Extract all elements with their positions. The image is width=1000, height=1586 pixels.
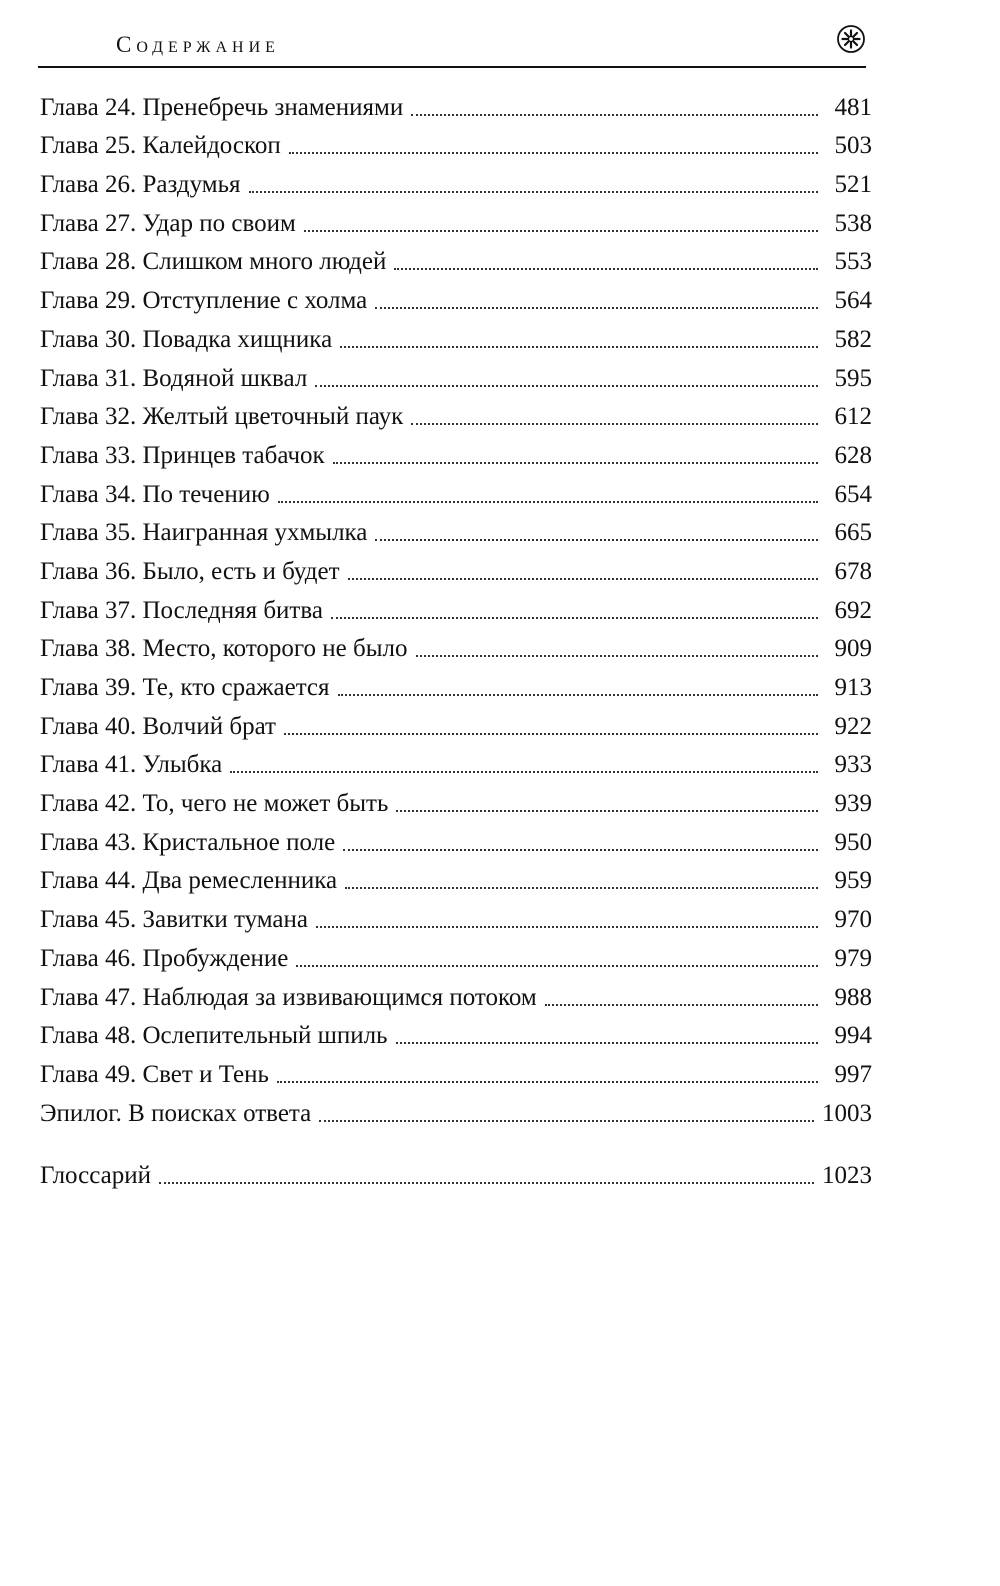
- toc-entry-page-number: 628: [834, 441, 872, 469]
- dot-leader: [249, 191, 818, 193]
- toc-entry-page-number: 970: [834, 906, 872, 934]
- toc-entry-page-number: 665: [834, 519, 872, 547]
- dot-leader: [331, 617, 818, 619]
- dot-leader: [333, 462, 818, 464]
- toc-entry-page-number: 959: [834, 867, 872, 895]
- ornament-icon: [836, 24, 866, 54]
- toc-entry-page-number: 654: [834, 480, 872, 508]
- toc-entry-title: Глава 24. Пренебречь знамениями: [40, 93, 404, 121]
- toc-entry-title: Глава 33. Принцев табачок: [40, 441, 325, 469]
- toc-entry-page-number: 1023: [822, 1162, 872, 1190]
- dot-leader: [284, 733, 818, 735]
- dot-leader: [375, 307, 818, 309]
- dot-leader: [343, 849, 818, 851]
- toc-entry: [40, 1153, 872, 1192]
- dot-leader: [278, 501, 818, 503]
- toc-entry: [40, 858, 872, 897]
- toc-entry-title: Глава 45. Завитки тумана: [40, 906, 308, 934]
- toc-entry: [40, 355, 872, 394]
- toc-entry: [40, 84, 872, 123]
- toc-entry: [40, 432, 872, 471]
- toc-entry-page-number: 582: [834, 325, 872, 353]
- toc-entry-title: Глава 39. Те, кто сражается: [40, 674, 330, 701]
- dot-leader: [345, 887, 818, 889]
- toc-entry-page-number: 933: [834, 751, 872, 779]
- toc-entry: [40, 277, 872, 316]
- toc-entry-title: Глава 48. Ослепительный шпиль: [40, 1022, 388, 1050]
- toc-entry-title: Глава 35. Наигранная ухмылка: [40, 519, 368, 547]
- toc-entry-title: Глава 38. Место, которого не было: [40, 635, 408, 663]
- page-title: Содержание: [116, 32, 280, 57]
- toc-entry: [40, 780, 872, 819]
- toc-entry: [40, 239, 872, 278]
- dot-leader: [416, 655, 818, 657]
- dot-leader: [315, 385, 818, 387]
- toc-entry-title: Глава 40. Волчий брат: [40, 712, 276, 740]
- dot-leader: [348, 578, 818, 580]
- toc-entry-page-number: 678: [834, 557, 872, 585]
- toc-entry: [40, 587, 872, 626]
- dot-leader: [394, 268, 818, 270]
- toc-entry: [40, 394, 872, 433]
- toc-entry-title: Глава 36. Было, есть и будет: [40, 557, 340, 585]
- toc-entry: [40, 896, 872, 935]
- toc-entry-page-number: 503: [834, 132, 872, 160]
- toc-entry: [40, 664, 872, 703]
- toc-entry-title: Эпилог. В поисках ответа: [40, 1099, 312, 1127]
- toc-entry: [40, 626, 872, 665]
- toc-entry-page-number: 553: [834, 248, 872, 276]
- toc-entry: [40, 471, 872, 510]
- dot-leader: [230, 771, 818, 773]
- toc-entry-page-number: 997: [834, 1060, 872, 1088]
- dot-leader: [545, 1004, 818, 1006]
- toc-entry-page-number: 913: [834, 674, 872, 701]
- toc-entry-title: Глава 29. Отступление с холма: [40, 287, 368, 315]
- toc-entry: [40, 742, 872, 781]
- toc-entry-title: Глава 27. Удар по своим: [40, 209, 296, 237]
- toc-entry-title: Глава 47. Наблюдая за извивающимся потоком: [40, 983, 537, 1011]
- toc-entry-title: Глава 31. Водяной шквал: [40, 364, 308, 392]
- running-header: [38, 20, 866, 68]
- toc-entry: [40, 974, 872, 1013]
- dot-leader: [375, 539, 818, 541]
- toc-entry-page-number: 909: [834, 635, 872, 663]
- table-of-contents: [40, 84, 872, 1191]
- dot-leader: [338, 694, 818, 696]
- toc-entry: [40, 935, 872, 974]
- toc-entry-title: Глава 25. Калейдоскоп: [40, 132, 281, 160]
- toc-entry-page-number: 612: [834, 403, 872, 431]
- dot-leader: [319, 1120, 814, 1122]
- toc-entry-title: Глава 46. Пробуждение: [40, 944, 289, 972]
- dot-leader: [296, 965, 818, 967]
- toc-entry: [40, 703, 872, 742]
- toc-entry-title: Глава 34. По течению: [40, 480, 270, 508]
- dot-leader: [396, 1042, 818, 1044]
- dot-leader: [316, 926, 818, 928]
- toc-entry-title: Глава 26. Раздумья: [40, 171, 241, 199]
- toc-entry-page-number: 950: [834, 828, 872, 856]
- toc-entry-page-number: 922: [834, 712, 872, 740]
- toc-entry: [40, 161, 872, 200]
- dot-leader: [304, 230, 818, 232]
- toc-entry-page-number: 564: [834, 287, 872, 315]
- toc-entry: [40, 1051, 872, 1090]
- toc-entry-title: Глава 32. Желтый цветочный паук: [40, 403, 404, 431]
- toc-entry-title: Глава 37. Последняя битва: [40, 596, 323, 624]
- toc-entry: [40, 819, 872, 858]
- toc-entry-page-number: 481: [834, 93, 872, 121]
- toc-entry-title: Глава 42. То, чего не может быть: [40, 790, 389, 818]
- toc-entry-title: Глава 28. Слишком много людей: [40, 248, 387, 276]
- toc-entry-title: Глава 43. Кристальное поле: [40, 828, 336, 856]
- toc-entry-title: Глава 41. Улыбка: [40, 751, 223, 779]
- toc-entry: [40, 316, 872, 355]
- dot-leader: [411, 423, 818, 425]
- toc-entry-title: Глава 30. Повадка хищника: [40, 325, 333, 353]
- toc-entry: [40, 1090, 872, 1129]
- toc-entry-page-number: 939: [834, 790, 872, 818]
- toc-entry: [40, 123, 872, 162]
- toc-entry-page-number: 979: [834, 944, 872, 972]
- toc-entry-title: Глава 49. Свет и Тень: [40, 1060, 269, 1088]
- dot-leader: [411, 114, 818, 116]
- toc-entry-title: Глава 44. Два ремесленника: [40, 867, 338, 895]
- dot-leader: [289, 152, 818, 154]
- toc-entry-page-number: 1003: [822, 1099, 872, 1127]
- toc-entry: [40, 1013, 872, 1052]
- toc-entry-page-number: 538: [834, 209, 872, 237]
- dot-leader: [277, 1081, 818, 1083]
- toc-entry-title: Глоссарий: [40, 1162, 152, 1190]
- dot-leader: [396, 810, 818, 812]
- dot-leader: [340, 346, 818, 348]
- toc-entry-page-number: 521: [834, 171, 872, 199]
- toc-entry-page-number: 988: [834, 983, 872, 1011]
- dot-leader: [159, 1182, 814, 1184]
- toc-entry-page-number: 692: [834, 596, 872, 624]
- toc-entry-page-number: 994: [834, 1022, 872, 1050]
- toc-entry-page-number: 595: [834, 364, 872, 392]
- toc-entry: [40, 510, 872, 549]
- toc-entry: [40, 200, 872, 239]
- toc-entry: [40, 548, 872, 587]
